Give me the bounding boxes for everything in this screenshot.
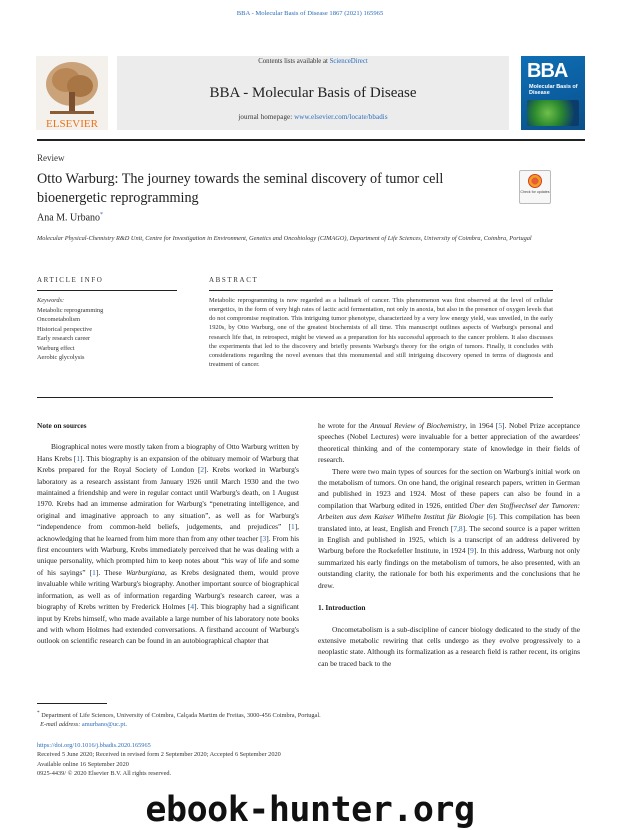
- body-paragraph: Oncometabolism is a sub-discipline of cancer biology dedicated to the study of the extensive metabolic rewiring that cells undergo as they evolve progressively to a neoplastic state. Although its formalization as a research field is rather recent, its origins can be traced back to the: [318, 624, 580, 668]
- abstract-heading: ABSTRACT: [209, 276, 259, 284]
- journal-name: BBA - Molecular Basis of Disease: [209, 85, 417, 101]
- keyword: Historical perspective: [37, 325, 93, 333]
- body-paragraph: There were two main types of sources for the section on Warburg's initial work on the metabolism of tumors. On one hand, the original research papers, written in German and published in 1923 and 1924. Most of these papers can also be found in a compilation that Warburg edited in 1926, entitled Über den Stoffwechsel der Tumoren: Arbeiten aus dem Kaiser Wilhelm Institut für Biologie [6]. This compilation has been translated into, at least, English and French [7,8]. The second source is a paper written in English and published in 1925, which is a transcript of an address delivered by Warburg before the Rockefeller Institute, in 1924 [9]. In this address, Warburg not only summarized his early findings on the metabolism of tumors, he also presented, with an outstanding clarity, the rationale for both his experiments and the conclusions that he drew.: [318, 466, 581, 590]
- contents-line: Contents lists available at ScienceDirect: [258, 58, 368, 65]
- reference-link[interactable]: 9: [470, 546, 474, 556]
- cover-subtitle: Molecular Basis of Disease: [529, 84, 578, 96]
- cover-title: BBA: [527, 60, 568, 82]
- reference-link[interactable]: 7,8: [453, 523, 463, 533]
- abstract-text: Metabolic reprogramming is now regarded as a hallmark of cancer. This phenomenon was first observed at the level of cellular energetics, in the form of very high rates of lactic acid fermentation, not only in anoxia, but also in the presence of oxygen levels that do not compromise respiration. This intriguing tumor phenotype, characterized by a very low energy yield, was unveiled, in the early 1920s, by Otto Warburg, one of the greatest biochemists of all time. This manuscript outlines aspects of Warburg's personal and research life that, in retrospect, might be viewed as a preparation for his successful approach to the cancer problem. It also discusses the experiments that led to the discovery and briefly presents Warburg's theory for the origin of tumors. Finally, it concludes with considerations regarding the novel avenues that this monumental and still intriguing discovery opened in terms of diagnosis and treatment of cancer.: [209, 297, 553, 369]
- doi-link[interactable]: https://doi.org/10.1016/j.bbadis.2020.165965: [37, 742, 151, 749]
- reference-link[interactable]: 5: [498, 421, 503, 430]
- journal-citation-link[interactable]: BBA - Molecular Basis of Disease 1867 (2021) 165965: [236, 10, 384, 17]
- check-updates-icon: [528, 174, 542, 188]
- abstract-bottom-rule: [37, 397, 553, 398]
- elsevier-tree-icon: [36, 56, 108, 130]
- reference-link[interactable]: 1: [92, 567, 96, 577]
- elsevier-logo: [36, 56, 108, 130]
- author-name: Ana M. Urbano*: [37, 212, 104, 224]
- watermark: ebook-hunter.org: [145, 790, 475, 830]
- body-right-column: [318, 420, 580, 669]
- sciencedirect-link[interactable]: ScienceDirect: [329, 58, 368, 65]
- reference-link[interactable]: 6: [488, 512, 493, 522]
- journal-cover: [521, 56, 585, 130]
- body-left-column: [37, 420, 299, 647]
- abstract-rule: [209, 290, 553, 291]
- journal-header: [36, 56, 585, 130]
- reference-link[interactable]: 2: [200, 465, 205, 475]
- elsevier-wordmark: ELSEVIER: [46, 118, 98, 130]
- email-link[interactable]: amurbano@uc.pt: [81, 721, 126, 729]
- corresponding-author-link[interactable]: *: [100, 212, 104, 218]
- check-updates-label: Check for updates: [520, 190, 550, 194]
- article-info-heading: ARTICLE INFO: [37, 276, 104, 284]
- article-title: Otto Warburg: The journey towards the seminal discovery of tumor cell bioenergetic reprogramming: [37, 171, 444, 206]
- introduction-heading: 1. Introduction: [318, 603, 366, 613]
- author-affiliation: Molecular Physical-Chemistry R&D Unit, Centre for Investigation in Environment, Genetics and Oncobiology (CIMAGO), Department of Life Sciences, University of Coimbra, Coimbra, Portugal: [37, 235, 532, 242]
- received-dates: Received 5 June 2020; Received in revised form 2 September 2020; Accepted 6 September 2020: [37, 751, 281, 759]
- body-paragraph: he wrote for the Annual Review of Biochemistry, in 1964 [5]. Nobel Prize acceptance speeches (Nobel Lectures) were invaluable for a better appreciation of the awardees' theoretical thinking and of the contemporary state of knowledge in their fields of research.: [318, 421, 580, 465]
- header-rule: [37, 139, 585, 141]
- online-date: Available online 16 September 2020: [37, 760, 129, 768]
- note-on-sources-heading: Note on sources: [37, 421, 87, 430]
- keyword: Warburg effect: [37, 344, 75, 352]
- keyword: Aerobic glycolysis: [37, 354, 85, 361]
- copyright: 0925-4439/ © 2020 Elsevier B.V. All rights reserved.: [37, 770, 172, 778]
- check-for-updates-button[interactable]: [519, 170, 551, 204]
- publication-info: [37, 741, 457, 779]
- reference-link[interactable]: 4: [190, 602, 195, 612]
- reference-link[interactable]: 3: [262, 533, 267, 543]
- reference-link[interactable]: 1: [290, 522, 295, 532]
- article-info-rule: [37, 290, 177, 291]
- keywords-block: [37, 296, 177, 363]
- article-type: Review: [37, 153, 65, 163]
- footnote-rule: [37, 703, 107, 704]
- cover-image: [527, 100, 579, 126]
- body-paragraph: Biographical notes were mostly taken from a biography of Otto Warburg written by Hans Krebs [1]. This biography is an expansion of the obituary memoir of Warburg that Krebs prepared for the Royal Society of London [2]. Krebs worked in Warburg's laboratory as a research assistant from January 1926 until March 1930 and the two maintained a friendship and were in regular contact until Warburg's death, on 1 August 1970. Krebs had an immense admiration for Warburg's “penetrating intelligence, and original and imaginative approach to any situation”, as well as for Warburg's “independence from common-held beliefs, judgements, and prejudices” [1], acknowledging that he learned from him more than from any other teacher [3]. From his first encounters with Warburg, Krebs immediately perceived that he was dealing with a unique personality, which prompted him to keep notes about “his way of life and some of his sayings” [1]. These Warburgiana, as Krebs designated them, would prove invaluable while writing Warburg's biography. Another important source of biographical information, as well as of information regarding Warburg's research career, was a biography of Krebs written by Frederick Holmes [4]. This biography had a significant input by Krebs himself, who made available a large number of his laboratory note books and with whom Holmes had extended conversations. A firsthand account of Warburg's outlook on scientific research can be found in an autobiographical chapter that: [37, 442, 300, 646]
- keywords-label: Keywords:: [37, 297, 65, 304]
- keyword: Early research career: [37, 335, 91, 342]
- keyword: Oncometabolism: [37, 316, 81, 323]
- journal-homepage-link[interactable]: www.elsevier.com/locate/bbadis: [294, 113, 388, 121]
- journal-banner: [117, 56, 509, 130]
- corresponding-author-footnote: * Department of Life Sciences, University of Coimbra, Calçada Martim de Freitas, 3000-456 Coimbra, Portugal. E-mail address: amurbano@uc.pt.: [37, 710, 321, 729]
- reference-link[interactable]: 1: [76, 453, 81, 463]
- journal-homepage: journal homepage: www.elsevier.com/locate/bbadis: [238, 113, 388, 121]
- keyword: Metabolic reprogramming: [37, 306, 104, 314]
